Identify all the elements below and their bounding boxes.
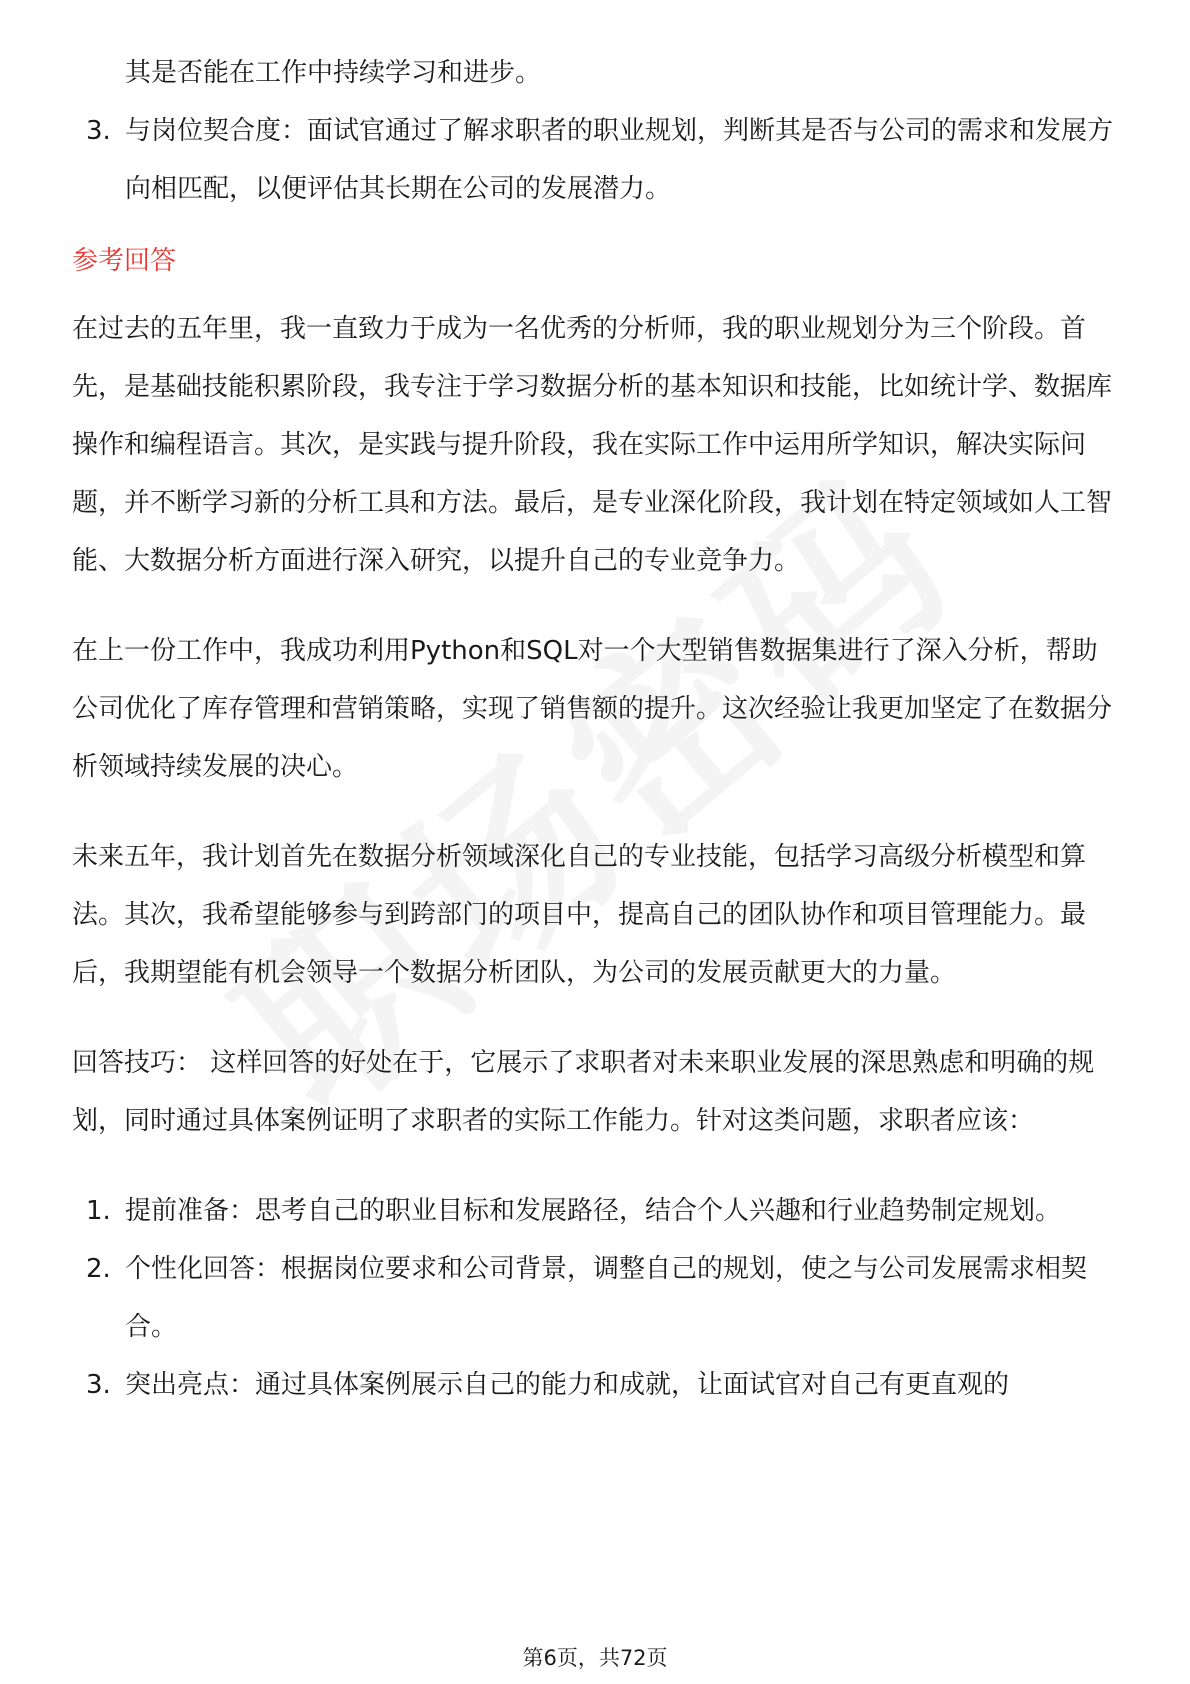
list-number: 2. bbox=[86, 1254, 111, 1284]
list-item bbox=[72, 1356, 1122, 1414]
list-number: 3. bbox=[86, 116, 111, 146]
tips-intro-paragraph: 回答技巧： 这样回答的好处在于，它展示了求职者对未来职业发展的深思熟虑和明确的规划，同时通过具体案例证明了求职者的实际工作能力。针对这类问题，求职者应该： bbox=[72, 1048, 1095, 1136]
answer-paragraph: 在上一份工作中，我成功利用Python和SQL对一个大型销售数据集进行了深入分析，帮助公司优化了库存管理和营销策略，实现了销售额的提升。这次经验让我更加坚定了在数据分析领域持续发展的决心。 bbox=[72, 636, 1113, 782]
document-body bbox=[72, 44, 1122, 1414]
page-footer: 第6页，共72页 bbox=[522, 1646, 668, 1670]
continuation-text: 其是否能在工作中持续学习和进步。 bbox=[125, 58, 542, 88]
list-number: 1. bbox=[86, 1196, 111, 1226]
list-item-text: 提前准备：思考自己的职业目标和发展路径，结合个人兴趣和行业趋势制定规划。 bbox=[125, 1196, 1062, 1226]
list-item-text: 与岗位契合度：面试官通过了解求职者的职业规划，判断其是否与公司的需求和发展方向相匹配，以便评估其长期在公司的发展潜力。 bbox=[125, 116, 1114, 204]
list-item bbox=[72, 102, 1122, 218]
answer-paragraph: 在过去的五年里，我一直致力于成为一名优秀的分析师，我的职业规划分为三个阶段。首先，是基础技能积累阶段，我专注于学习数据分析的基本知识和技能，比如统计学、数据库操作和编程语言。其次，是实践与提升阶段，我在实际工作中运用所学知识，解决实际问题，并不断学习新的分析工具和方法。最后，是专业深化阶段，我计划在特定领域如人工智能、大数据分析方面进行深入研究，以提升自己的专业竞争力。 bbox=[72, 314, 1113, 576]
list-number: 3. bbox=[86, 1370, 111, 1400]
section-heading: 参考回答 bbox=[72, 246, 177, 276]
list-item-text: 突出亮点：通过具体案例展示自己的能力和成就，让面试官对自己有更直观的 bbox=[125, 1370, 1010, 1400]
list-item bbox=[72, 1182, 1122, 1240]
criteria-list bbox=[72, 102, 1122, 218]
answer-paragraph: 未来五年，我计划首先在数据分析领域深化自己的专业技能，包括学习高级分析模型和算法。其次，我希望能够参与到跨部门的项目中，提高自己的团队协作和项目管理能力。最后，我期望能有机会领导一个数据分析团队，为公司的发展贡献更大的力量。 bbox=[72, 842, 1087, 988]
tips-list bbox=[72, 1182, 1122, 1414]
list-item-text: 个性化回答：根据岗位要求和公司背景，调整自己的规划，使之与公司发展需求相契合。 bbox=[125, 1254, 1088, 1342]
list-item bbox=[72, 1240, 1122, 1356]
